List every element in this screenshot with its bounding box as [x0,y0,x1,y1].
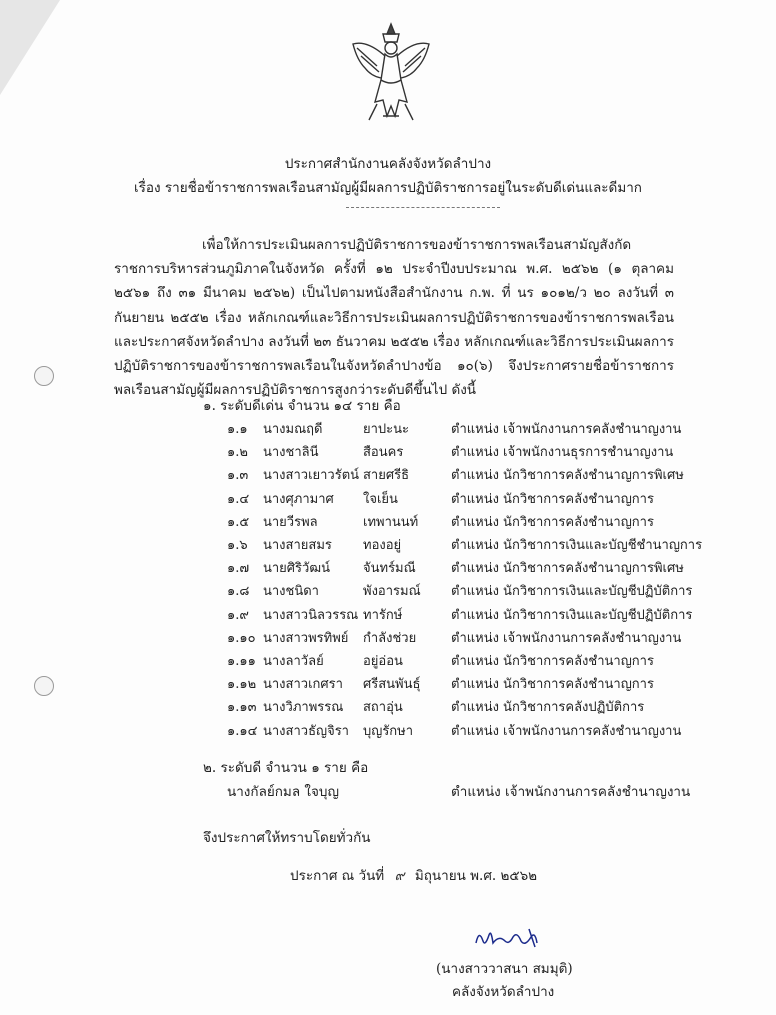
list-item-pos: ตำแหน่ง นักวิชาการคลังชำนาญการ [451,677,654,693]
list-item-first: นางสาวเยาวรัตน์ [263,468,360,484]
list-item-last: สถาอุ่น [363,700,403,716]
intro-paragraph-text: เพื่อให้การประเมินผลการปฏิบัติราชการของข้าราชการพลเรือนสามัญสังกัดราชการบริหารส่วนภูมิภาคในจังหวัด ครั้งที่ ๑๒ ประจำปีงบประมาณ พ.ศ. ๒๕๖๒ (๑ ตุลาคม ๒๕๖๑ ถึง ๓๑ มีนาคม ๒๕๖๒) เป็นไปตามหนังสือสำนักงาน ก.พ. ที่ นร ๑๐๑๒/ว ๒๐ ลงวันที่ ๓ กันยายน ๒๕๕๒ เรื่อง หลักเกณฑ์และวิธีการประเมินผลการปฏิบัติราชการของข้าราชการพลเรือน และประกาศจังหวัดลำปาง ลงวันที่ ๒๓ ธันวาคม ๒๕๕๒ เรื่อง หลักเกณฑ์และวิธีการประเมินผลการปฏิบัติราชการของข้าราชการพลเรือนในจังหวัดลำปางข้อ ๑๐(๖) จึงประกาศรายชื่อข้าราชการพลเรือนสามัญผู้มีผลการปฏิบัติราชการสูงกว่าระดับดีขึ้นไป ดังนี้ [114,237,674,399]
list-item-first: นางสาวเกศรา [263,677,343,693]
list-item-first: นางสายสมร [263,538,332,553]
list-item-num: ๑.๗ [227,561,250,577]
list-item-first: นายวีรพล [263,514,318,530]
list-item-first: นางสาวธัญจิรา [263,723,349,739]
list-item-pos: ตำแหน่ง เจ้าพนักงานการคลังชำนาญงาน [451,422,682,437]
list-item-pos: ตำแหน่ง นักวิชาการคลังชำนาญการพิเศษ [451,561,684,577]
list-item-num: ๑.๔ [227,491,250,507]
list-item-pos: ตำแหน่ง นักวิชาการคลังชำนาญการ [451,491,654,507]
list-item-pos: ตำแหน่ง เจ้าพนักงานการคลังชำนาญงาน [451,723,682,739]
list-item-last: จันทร์มณี [363,561,416,577]
list-item-first: นางวิภาพรรณ [263,700,344,716]
intro-paragraph [114,233,674,402]
list-item-last: ทองอยู่ [363,538,402,553]
list-item-last: บุญรักษา [363,723,414,739]
list-item-last: พังอารมณ์ [363,584,421,600]
list-item-pos: ตำแหน่ง นักวิชาการคลังชำนาญการ [451,654,654,669]
list-item-first: นางสาวพรทิพย์ [263,630,349,646]
list-item-first: นางสาวนิลวรรณ [263,607,359,623]
list-item-first: นางชาลินี [263,445,319,461]
title-divider [346,207,500,208]
list-item-pos: ตำแหน่ง นักวิชาการคลังชำนาญการ [451,514,654,530]
list-item-pos: ตำแหน่ง นักวิชาการคลังปฏิบัติการ [451,700,645,716]
date-rest: มิถุนายน พ.ศ. ๒๕๖๒ [414,868,538,884]
list-item-last: ใจเย็น [363,491,398,507]
section2-heading: ๒. ระดับดี จำนวน ๑ ราย คือ [203,760,369,776]
punch-hole-top [34,366,54,386]
list-item-last: อยู่อ่อน [363,654,403,669]
list-item-pos: ตำแหน่ง นักวิชาการคลังชำนาญการพิเศษ [451,468,684,484]
list-item-last: เทพานนท์ [363,514,419,530]
closing-statement: จึงประกาศให้ทราบโดยทั่วกัน [203,830,371,846]
list-item-last: สือนคร [363,445,404,461]
list-item-num: ๑.๖ [227,538,248,553]
list-item-last: กำลังช่วย [363,630,417,646]
handwritten-signature [473,925,545,951]
date-prefix: ประกาศ ณ วันที่ [290,868,385,884]
folded-corner [0,0,60,95]
list-item-num: ๑.๓ [227,468,249,484]
announcement-title: ประกาศสำนักงานคลังจังหวัดลำปาง [284,156,492,172]
list-item-first: นายศิริวัฒน์ [263,561,330,577]
list-item-pos: ตำแหน่ง เจ้าพนักงานธุรการชำนาญงาน [451,445,674,461]
signer-title: คลังจังหวัดลำปาง [452,984,555,1000]
punch-hole-bottom [34,676,54,696]
list-item-first: นางศุภามาศ [263,491,334,507]
list-item-num: ๑.๑๑ [227,654,256,669]
list-item-num: ๑.๘ [227,584,250,600]
section2-name: นางกัลย์กมล ใจบุญ [227,784,339,800]
list-item-num: ๑.๒ [227,445,248,461]
list-item-pos: ตำแหน่ง เจ้าพนักงานการคลังชำนาญงาน [451,630,682,646]
list-item-last: ทารักษ์ [363,607,403,623]
date-day: ๙ [394,868,405,884]
list-item-first: นางมณฤดี [263,422,323,437]
list-item-last: สายศรีธิ [363,468,410,484]
announcement-date [290,864,537,886]
list-item-first: นางลาวัลย์ [263,654,324,669]
list-item-num: ๑.๙ [227,607,249,623]
list-item-last: ยาปะนะ [363,422,410,437]
subject-line: เรื่อง รายชื่อข้าราชการพลเรือนสามัญผู้มีผลการปฏิบัติราชการอยู่ในระดับดีเด่นและดีมาก [134,180,642,196]
list-item-pos: ตำแหน่ง นักวิชาการเงินและบัญชีปฏิบัติการ [451,584,693,600]
section2-position: ตำแหน่ง เจ้าพนักงานการคลังชำนาญงาน [451,784,691,800]
list-item-num: ๑.๑๒ [227,677,257,693]
list-item-first: นางชนิดา [263,584,319,600]
list-item-pos: ตำแหน่ง นักวิชาการเงินและบัญชีชำนาญการ [451,538,703,553]
list-item-pos: ตำแหน่ง นักวิชาการเงินและบัญชีปฏิบัติการ [451,607,693,623]
list-item-num: ๑.๑๔ [227,723,258,739]
signer-name: (นางสาววาสนา สมมุติ) [436,961,573,977]
list-item-last: ศรีสนพันธุ์ [363,677,421,693]
list-item-num: ๑.๑ [227,422,248,437]
garuda-emblem-icon [347,20,435,128]
list-item-num: ๑.๑๐ [227,630,256,646]
list-item-num: ๑.๕ [227,514,250,530]
section1-heading: ๑. ระดับดีเด่น จำนวน ๑๔ ราย คือ [203,398,401,414]
list-item-num: ๑.๑๓ [227,700,257,716]
